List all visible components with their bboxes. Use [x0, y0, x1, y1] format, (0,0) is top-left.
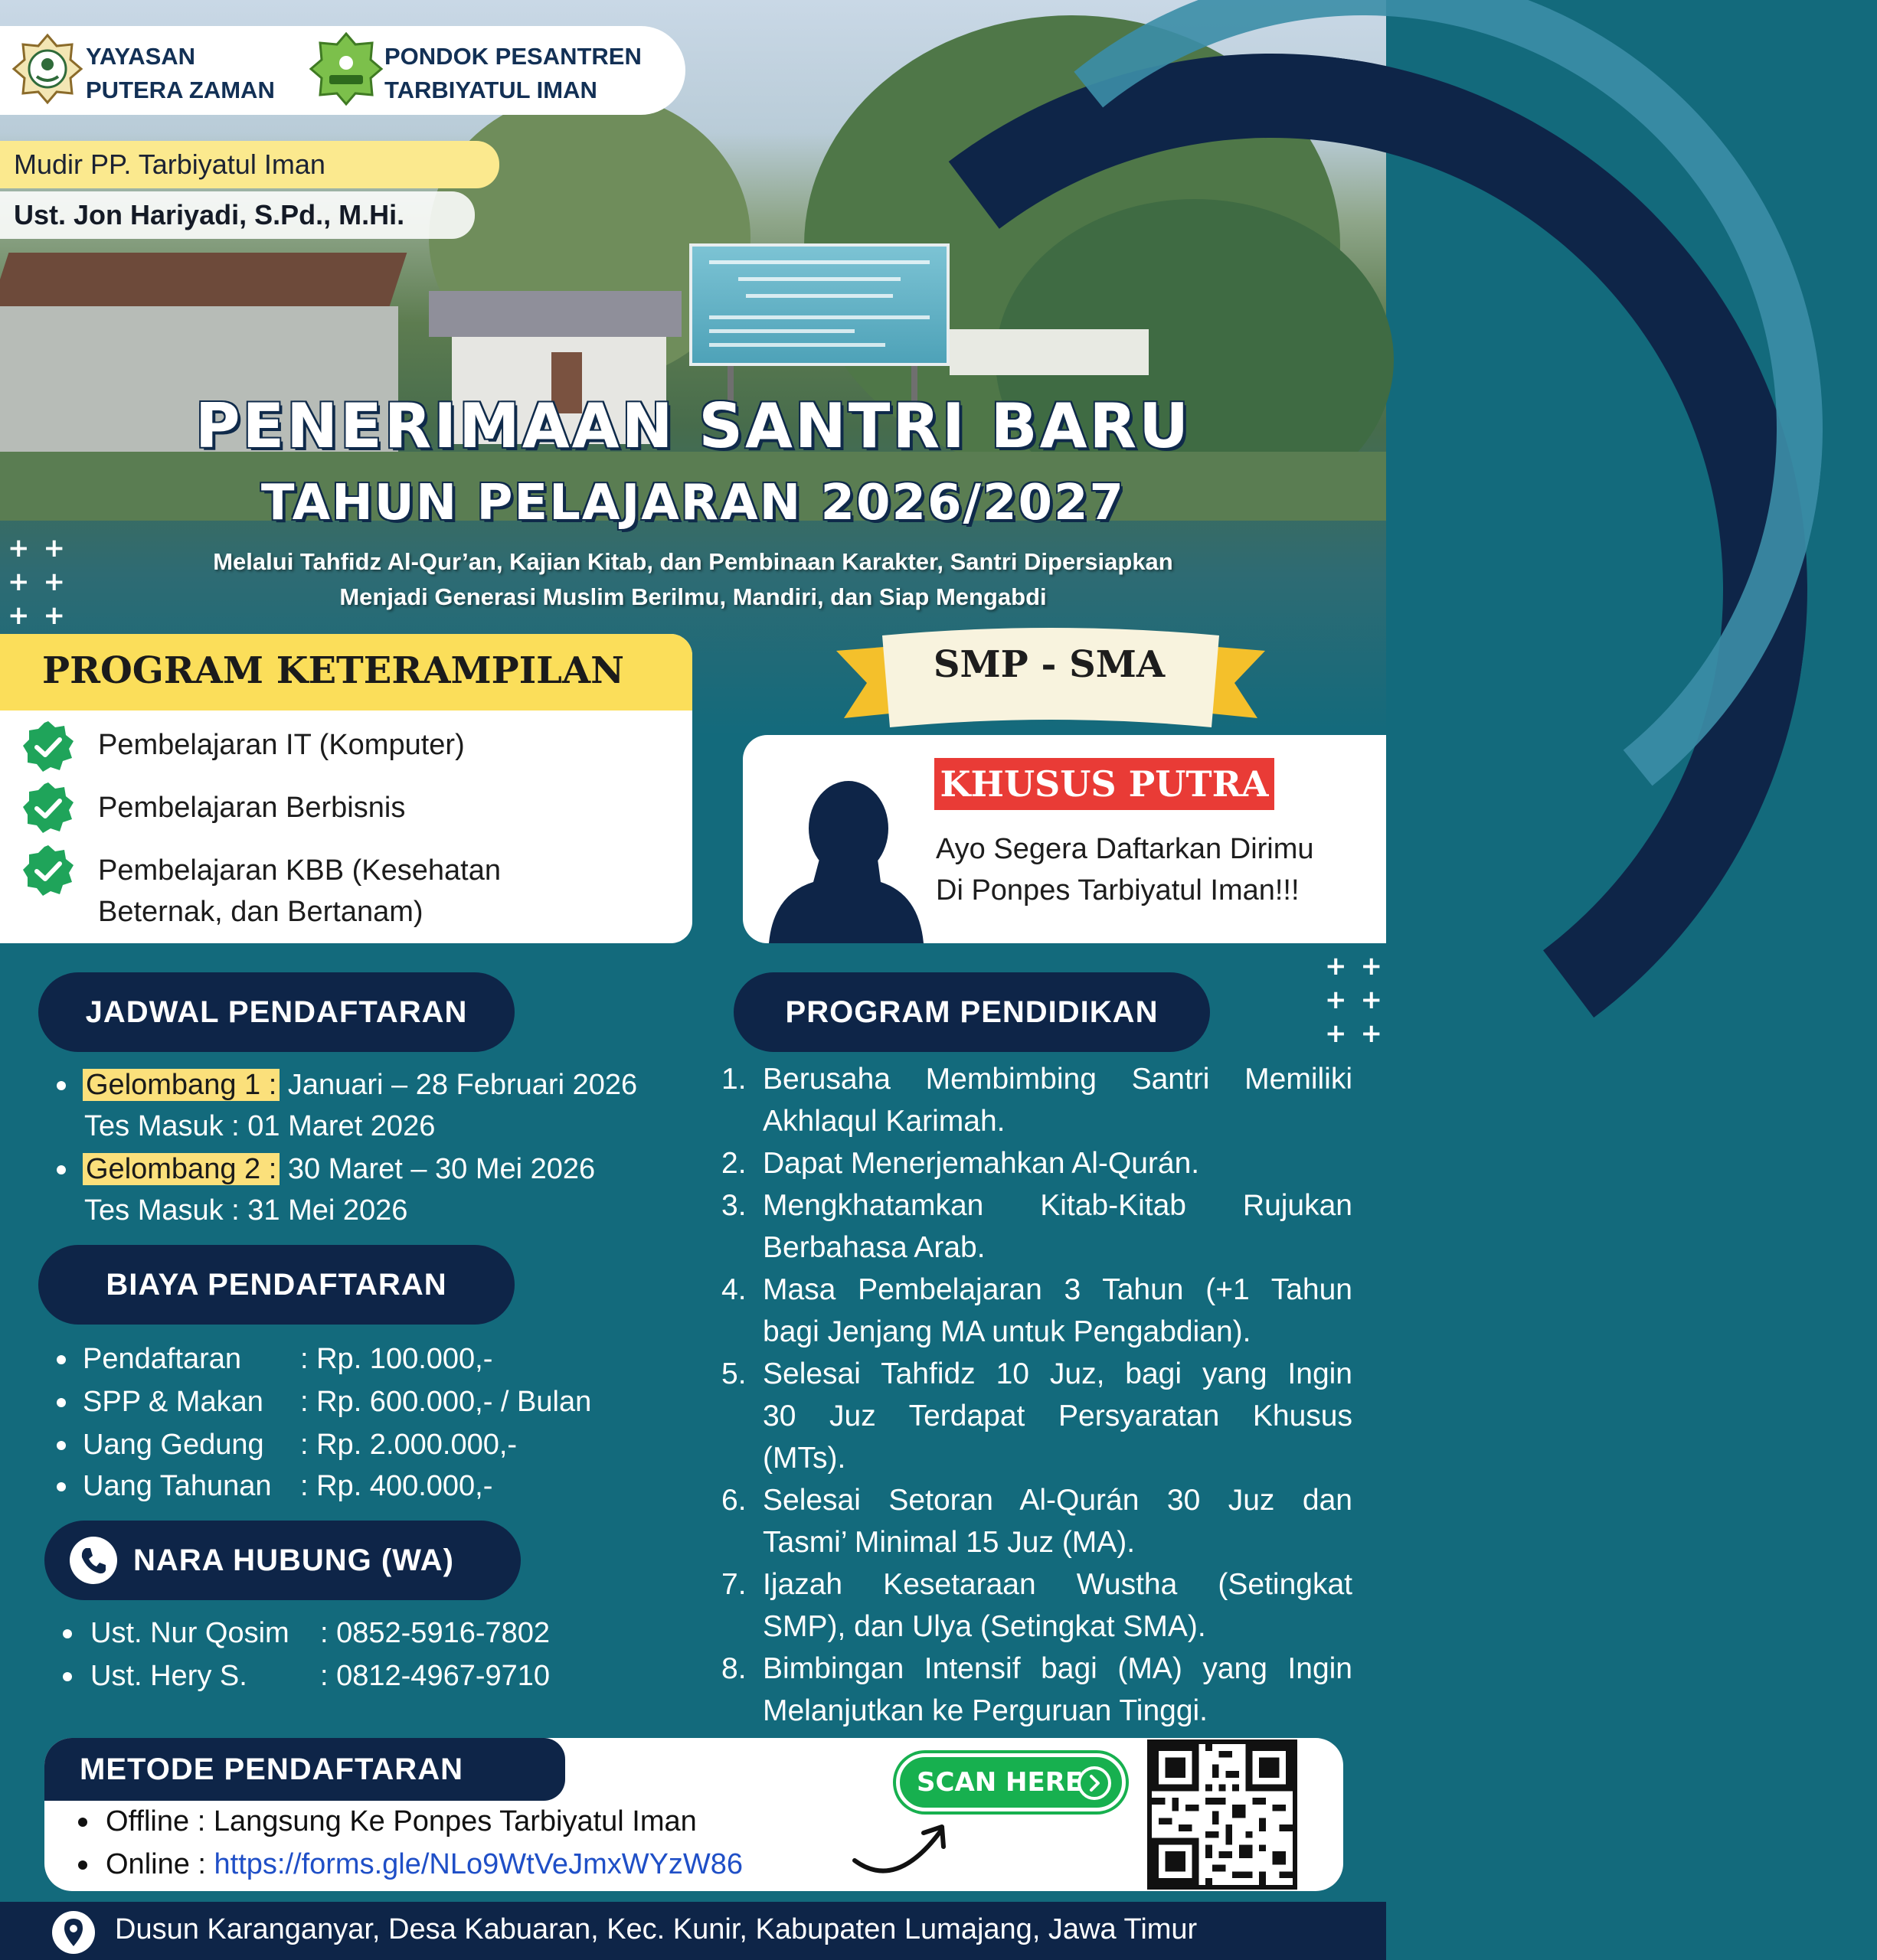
bullet — [57, 1165, 66, 1174]
invite-line1: Ayo Segera Daftarkan Dirimu — [936, 833, 1314, 865]
check-badge-icon — [21, 720, 75, 773]
bullet — [78, 1860, 87, 1870]
edu-line: bagi Jenjang MA untuk Pengabdian). — [763, 1315, 1251, 1348]
curved-arrow-icon — [850, 1815, 957, 1883]
edu-line: Dapat Menerjemahkan Al-Qurán. — [763, 1147, 1200, 1180]
edu-line: Mengkhatamkan Kitab-Kitab Rujukan — [763, 1189, 1352, 1222]
skill-item: Pembelajaran IT (Komputer) — [98, 729, 465, 761]
edu-line: Akhlaqul Karimah. — [763, 1105, 1006, 1138]
offline-label: Offline : — [106, 1805, 206, 1838]
edu-number: 7. — [721, 1568, 747, 1601]
gelombang-1-label: Gelombang 1 : — [83, 1069, 280, 1101]
qr-code[interactable] — [1147, 1740, 1297, 1890]
contact-phone[interactable]: : 0852-5916-7802 — [320, 1617, 551, 1649]
main-subtitle: TAHUN PELAJARAN 2026/2027 — [260, 475, 1126, 531]
address: Dusun Karanganyar, Desa Kabuaran, Kec. Kunir, Kabupaten Lumajang, Jawa Timur — [115, 1913, 1198, 1945]
org2-line1: PONDOK PESANTREN — [384, 43, 642, 70]
online-label: Online : — [106, 1848, 206, 1880]
fee-value: : Rp. 100.000,- — [300, 1343, 493, 1375]
edu-line: Ijazah Kesetaraan Wustha (Setingkat — [763, 1568, 1352, 1601]
plus-decoration: ++ ++ ++ — [1325, 951, 1396, 1049]
contact-name: Ust. Hery S. — [90, 1660, 247, 1692]
contact-phone[interactable]: : 0812-4967-9710 — [320, 1660, 551, 1692]
offline-row — [106, 1801, 697, 1842]
kontak-heading-label: NARA HUBUNG (WA) — [133, 1544, 454, 1577]
edu-line: SMP), dan Ulya (Setingkat SMA). — [763, 1610, 1206, 1643]
fee-label: Pendaftaran — [83, 1343, 242, 1375]
person-silhouette-icon — [766, 775, 927, 943]
scan-here-button[interactable] — [896, 1753, 1126, 1811]
edu-line: Tasmi’ Minimal 15 Juz (MA). — [763, 1526, 1136, 1559]
plus-decoration: ++ ++ ++ — [8, 533, 79, 631]
org1-line2: PUTERA ZAMAN — [86, 77, 275, 103]
edu-line: Selesai Setoran Al-Qurán 30 Juz dan — [763, 1484, 1352, 1517]
edu-number: 2. — [721, 1147, 747, 1180]
yayasan-logo — [11, 32, 84, 106]
edu-line: Masa Pembelajaran 3 Tahun (+1 Tahun — [763, 1273, 1352, 1306]
check-badge-icon — [21, 844, 75, 897]
edu-line: Berusaha Membimbing Santri Memiliki — [763, 1063, 1352, 1096]
fee-value: : Rp. 600.000,- / Bulan — [300, 1386, 592, 1418]
bullet — [57, 1355, 66, 1364]
edu-line: Bimbingan Intensif bagi (MA) yang Ingin — [763, 1652, 1352, 1685]
mudir-label: Mudir PP. Tarbiyatul Iman — [0, 141, 499, 188]
fee-value: : Rp. 2.000.000,- — [300, 1429, 518, 1461]
pendidikan-heading: PROGRAM PENDIDIKAN — [734, 972, 1210, 1052]
mudir-name: Ust. Jon Hariyadi, S.Pd., M.Hi. — [0, 191, 475, 239]
check-badge-icon — [21, 781, 75, 835]
edu-line: (MTs). — [763, 1442, 846, 1475]
level-label: SMP - SMA — [933, 643, 1166, 686]
gelombang-2-date: 30 Maret – 30 Mei 2026 — [287, 1153, 596, 1185]
pesantren-logo — [309, 32, 383, 106]
org1-line1: YAYASAN — [86, 43, 196, 70]
edu-number: 6. — [721, 1484, 747, 1517]
main-title: PENERIMAAN SANTRI BARU — [195, 390, 1192, 462]
contact-name: Ust. Nur Qosim — [90, 1617, 289, 1649]
location-pin-icon — [52, 1909, 95, 1955]
biaya-heading: BIAYA PENDAFTARAN — [38, 1245, 515, 1325]
tagline-line2: Menjadi Generasi Muslim Berilmu, Mandiri, dan Siap Mengabdi — [339, 583, 1047, 610]
bullet — [57, 1398, 66, 1407]
scan-here-label: SCAN HERE — [917, 1767, 1084, 1798]
phone-icon — [69, 1536, 118, 1585]
gelombang-1-test: Tes Masuk : 01 Maret 2026 — [84, 1110, 436, 1142]
registration-link[interactable]: https://forms.gle/NLo9WtVeJmxWYzW86 — [214, 1848, 744, 1880]
org2-line2: TARBIYATUL IMAN — [384, 77, 597, 103]
edu-number: 5. — [721, 1357, 747, 1390]
gelombang-2-label: Gelombang 2 : — [83, 1153, 280, 1185]
online-row — [106, 1844, 743, 1885]
skill-item: Pembelajaran Berbisnis — [98, 792, 406, 824]
skill-item: Pembelajaran KBB (Kesehatan — [98, 854, 501, 887]
invite-line2: Di Ponpes Tarbiyatul Iman!!! — [936, 874, 1300, 906]
tagline-line1: Melalui Tahfidz Al-Qur’an, Kajian Kitab, dan Pembinaan Karakter, Santri Dipersiapkan — [213, 548, 1173, 575]
offline-value: Langsung Ke Ponpes Tarbiyatul Iman — [213, 1805, 697, 1838]
edu-line: 30 Juz Terdapat Persyaratan Khusus — [763, 1400, 1352, 1432]
metode-heading: METODE PENDAFTARAN — [44, 1738, 565, 1801]
edu-line: Melanjutkan ke Perguruan Tinggi. — [763, 1694, 1208, 1727]
edu-number: 4. — [721, 1273, 747, 1306]
gelombang-2-test: Tes Masuk : 31 Mei 2026 — [84, 1194, 408, 1227]
edu-number: 3. — [721, 1189, 747, 1222]
fee-label: SPP & Makan — [83, 1386, 263, 1418]
edu-line: Berbahasa Arab. — [763, 1231, 986, 1264]
bullet — [57, 1081, 66, 1090]
gelombang-1-row — [83, 1064, 637, 1106]
arrow-right-icon — [1077, 1766, 1111, 1800]
skill-item-continued: Beternak, dan Bertanam) — [98, 896, 423, 928]
bullet — [78, 1818, 87, 1827]
fee-value: : Rp. 400.000,- — [300, 1470, 493, 1502]
edu-line: Selesai Tahfidz 10 Juz, bagi yang Ingin — [763, 1357, 1352, 1390]
gelombang-2-row — [83, 1148, 595, 1191]
bullet — [57, 1482, 66, 1491]
fee-label: Uang Gedung — [83, 1429, 264, 1461]
edu-number: 1. — [721, 1063, 747, 1096]
bullet — [63, 1629, 72, 1638]
program-keterampilan-title: PROGRAM KETERAMPILAN — [41, 649, 625, 692]
edu-number: 8. — [721, 1652, 747, 1685]
jadwal-heading: JADWAL PENDAFTARAN — [38, 972, 515, 1052]
gelombang-1-date: Januari – 28 Februari 2026 — [287, 1069, 638, 1101]
fee-label: Uang Tahunan — [83, 1470, 272, 1502]
bullet — [63, 1672, 72, 1681]
khusus-putra-badge: KHUSUS PUTRA — [934, 758, 1274, 810]
logo-header — [0, 26, 685, 115]
bullet — [57, 1441, 66, 1450]
